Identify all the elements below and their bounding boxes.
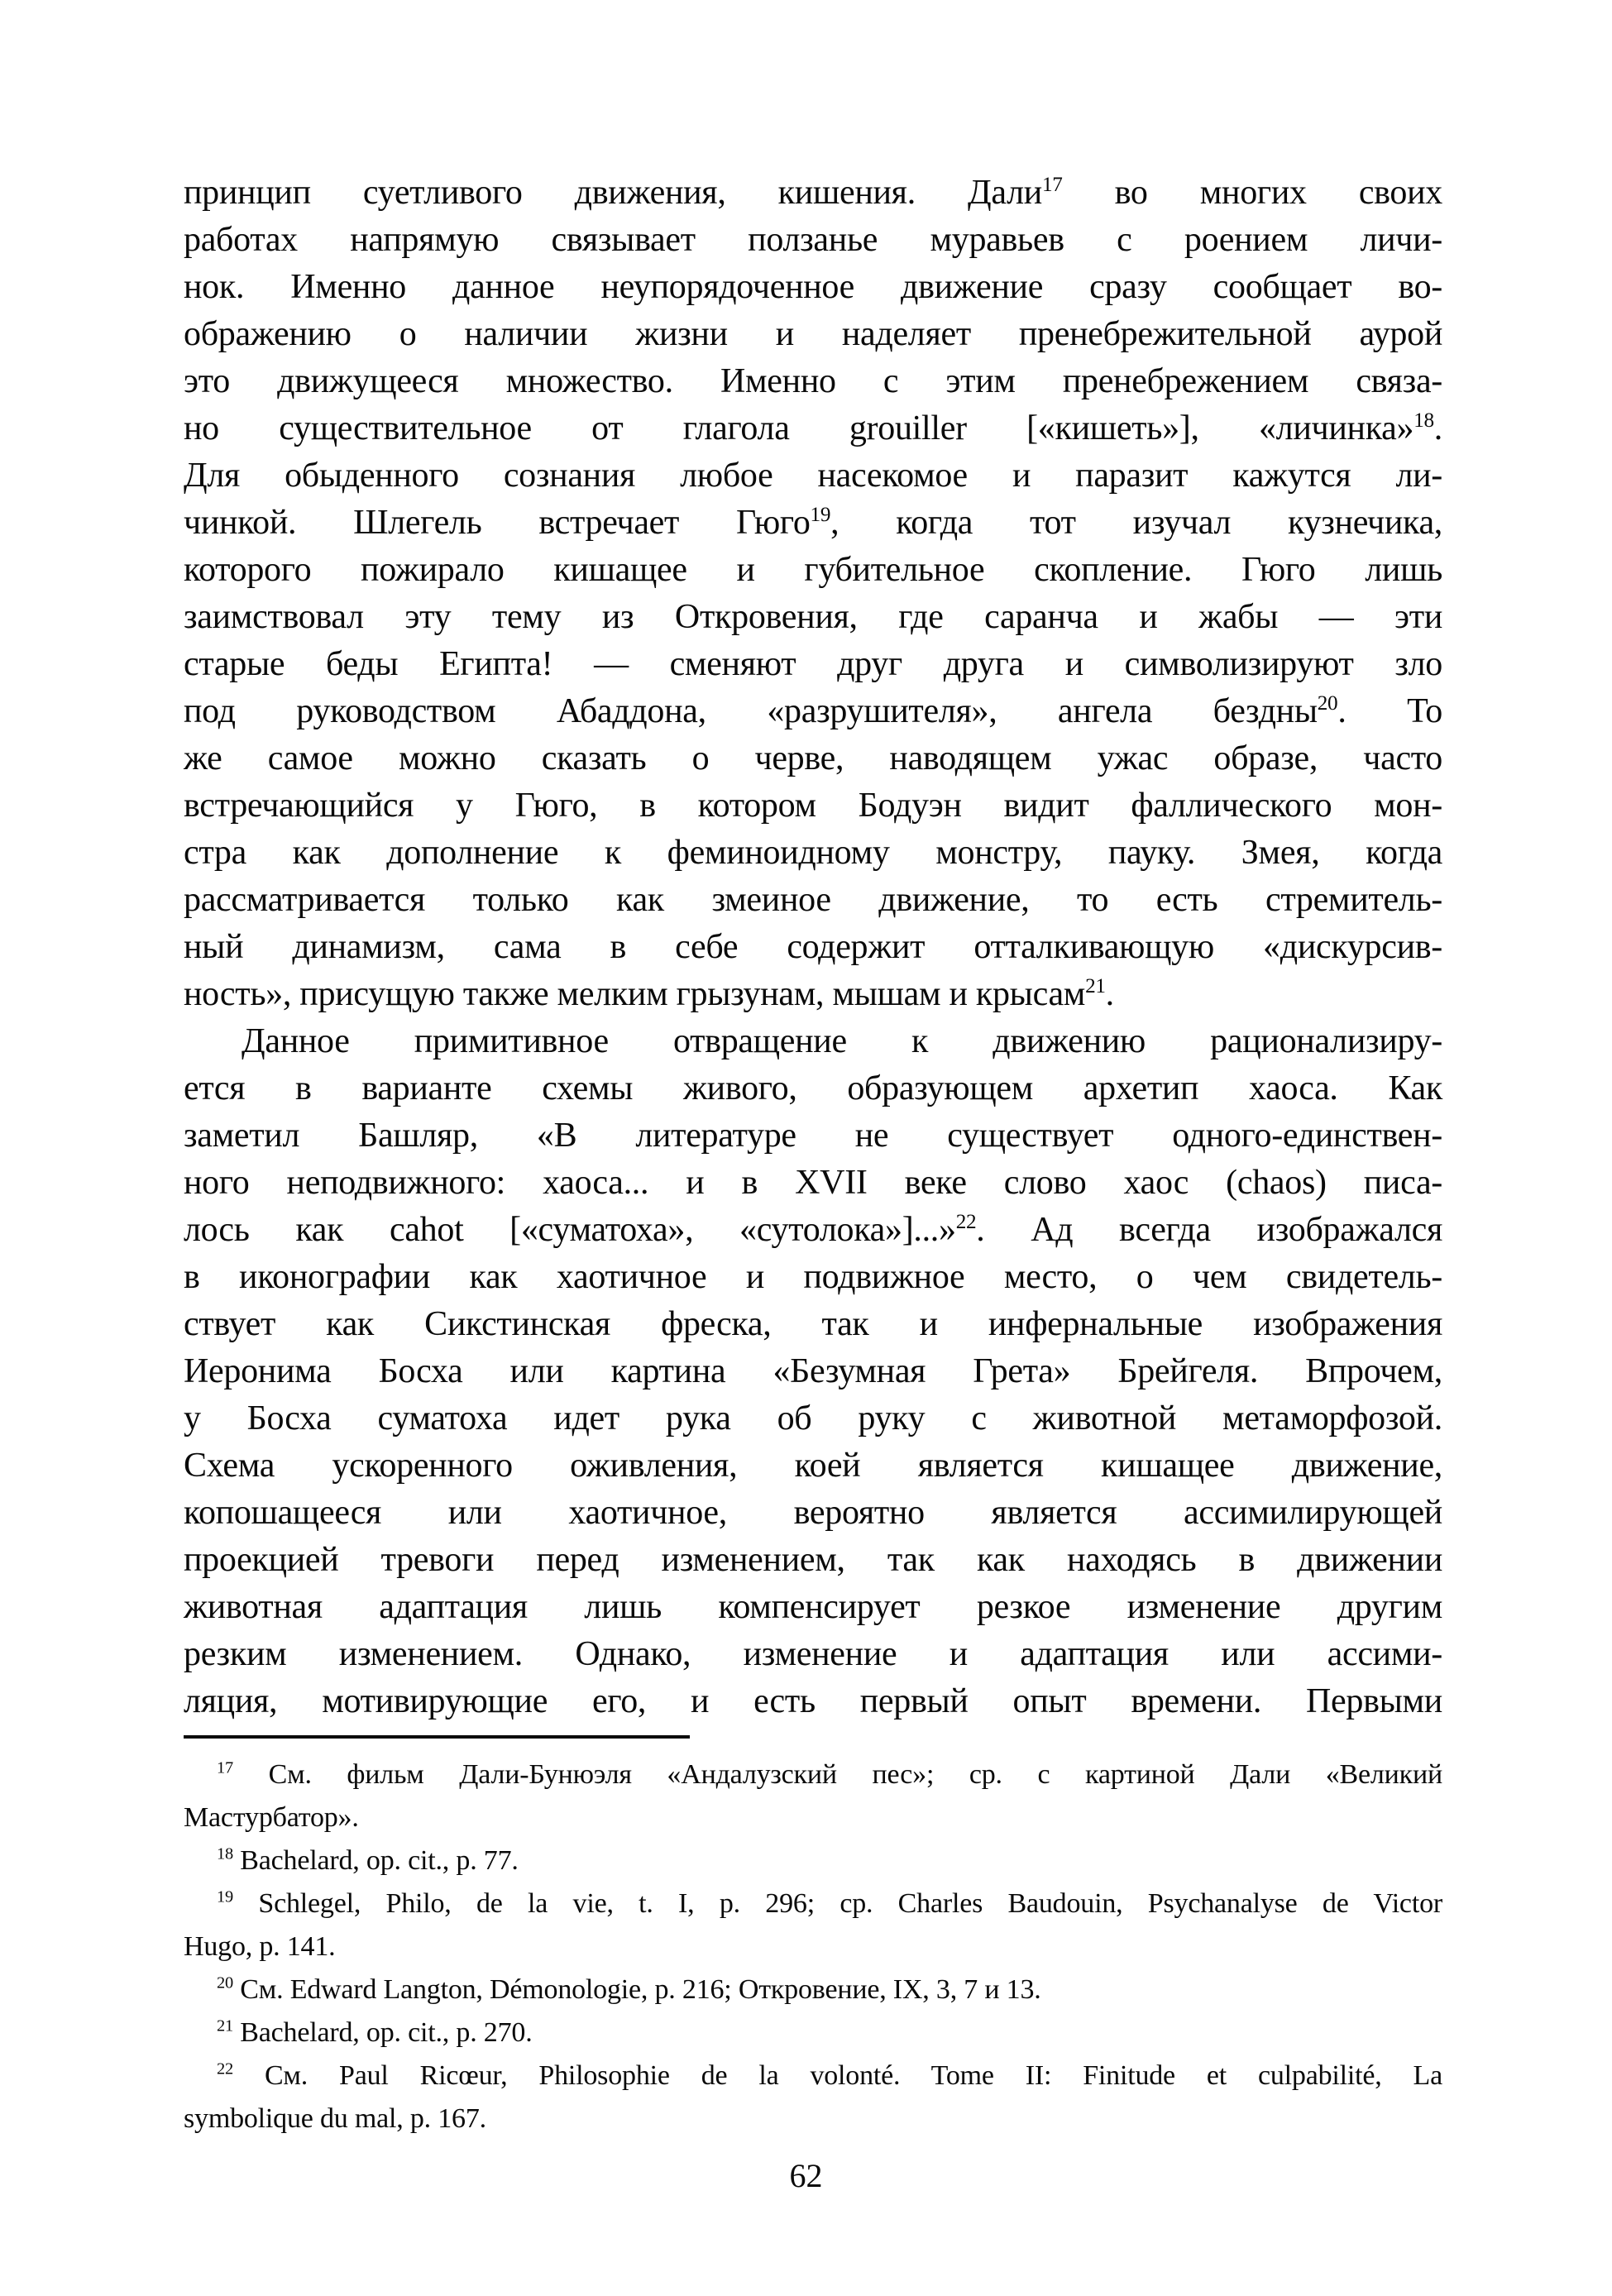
footnote-ref: 18 bbox=[1413, 409, 1434, 432]
text-line: встречающийся у Гюго, в котором Бодуэн видит фаллического мон- bbox=[184, 787, 1442, 825]
text-line: проекцией тревоги перед изменением, так как находясь в движении bbox=[184, 1541, 1442, 1579]
text-line: принцип суетливого движения, кишения. Дали$^{17}$ во многих своих bbox=[184, 174, 1442, 212]
text-line: копошащееся или хаотичное, вероятно является ассимилирующей bbox=[184, 1494, 1442, 1532]
text-line: заметил Башляр, «В литературе не существует одного-единствен- bbox=[184, 1117, 1442, 1155]
text-line: ный динамизм, сама в себе содержит отталкивающую «дискурсив- bbox=[184, 928, 1442, 966]
footnote-ref: 22 bbox=[217, 2059, 233, 2078]
footnote-line: symbolique du mal, p. 167. bbox=[184, 2103, 486, 2134]
text-line: Данное примитивное отвращение к движению рационализиру- bbox=[242, 1022, 1442, 1060]
footnote-ref: 19 bbox=[217, 1887, 233, 1906]
text-line: животная адаптация лишь компенсирует резкое изменение другим bbox=[184, 1588, 1442, 1626]
text-line: Иеронима Босха или картина «Безумная Грета» Брейгеля. Впрочем, bbox=[184, 1352, 1442, 1390]
footnote-ref: 21 bbox=[1085, 975, 1106, 997]
footnote-ref: 18 bbox=[217, 1844, 233, 1863]
footnote-line: Мастурбатор». bbox=[184, 1802, 359, 1833]
footnote-line: Hugo, p. 141. bbox=[184, 1931, 336, 1962]
footnote-ref: 17 bbox=[1041, 174, 1063, 196]
footnote-line: $^{20}$ См. Edward Langton, Démonologie, p. 216; Откровение, IX, 3, 7 и 13. bbox=[217, 1973, 1041, 2005]
text-line: ность», присущую также мелким грызунам, мышам и крысам$^{21}$. bbox=[184, 975, 1114, 1013]
text-line: работах напрямую связывает ползанье муравьев с роением личи- bbox=[184, 221, 1442, 259]
text-line: ется в варианте схемы живого, образующем архетип хаоса. Как bbox=[184, 1069, 1442, 1107]
text-line: Схема ускоренного оживления, коей является кишащее движение, bbox=[184, 1447, 1442, 1485]
footnote-line: $^{18}$ Bachelard, op. cit., p. 77. bbox=[217, 1844, 519, 1876]
footnote-ref: 19 bbox=[810, 504, 831, 526]
text-line: рассматривается только как змеиное движение, то есть стремитель- bbox=[184, 881, 1442, 919]
text-line: нок. Именно данное неупорядоченное движение сразу сообщает во- bbox=[184, 268, 1442, 306]
footnote-line: $^{21}$ Bachelard, op. cit., p. 270. bbox=[217, 2016, 533, 2048]
text-line: стра как дополнение к феминоидному монстру, пауку. Змея, когда bbox=[184, 834, 1442, 872]
text-line: это движущееся множество. Именно с этим пренебрежением связа- bbox=[184, 362, 1442, 400]
footnote-line: $^{17}$ См. фильм Дали-Бунюэля «Андалузский пес»; ср. с картиной Дали «Великий bbox=[217, 1758, 1442, 1790]
text-line: ного неподвижного: хаоса... и в XVII веке слово хаос (chaos) писа- bbox=[184, 1164, 1442, 1202]
footnote-separator bbox=[184, 1735, 690, 1739]
text-line: в иконографии как хаотичное и подвижное место, о чем свидетель- bbox=[184, 1258, 1442, 1296]
text-line: старые беды Египта! — сменяют друг друга и символизируют зло bbox=[184, 645, 1442, 683]
text-line: ствует как Сикстинская фреска, так и инфернальные изображения bbox=[184, 1305, 1442, 1343]
footnote-ref: 21 bbox=[217, 2016, 233, 2035]
text-line: но существительное от глагола grouiller [«кишеть»], «личинка»$^{18}$. bbox=[184, 409, 1442, 447]
footnote-ref: 20 bbox=[217, 1973, 233, 1992]
footnote-ref: 22 bbox=[955, 1211, 977, 1233]
text-line: которого пожирало кишащее и губительное скопление. Гюго лишь bbox=[184, 551, 1442, 589]
text-line: ображению о наличии жизни и наделяет пренебрежительной аурой bbox=[184, 315, 1442, 353]
footnote-ref: 17 bbox=[217, 1758, 233, 1777]
text-line: лось как cahot [«суматоха», «сутолока»]...»$^{22}$. Ад всегда изображался bbox=[184, 1211, 1442, 1249]
text-line: у Босха суматоха идет рука об руку с животной метаморфозой. bbox=[184, 1399, 1442, 1437]
footnote-ref: 20 bbox=[1317, 692, 1338, 715]
text-line: Для обыденного сознания любое насекомое и паразит кажутся ли- bbox=[184, 457, 1442, 495]
text-line: резким изменением. Однако, изменение и адаптация или ассими- bbox=[184, 1635, 1442, 1673]
footnote-line: $^{22}$ См. Paul Ricœur, Philosophie de la volonté. Tome II: Finitude et culpabilité, La bbox=[217, 2059, 1442, 2091]
footnotes-block bbox=[184, 1753, 1442, 2141]
text-line: заимствовал эту тему из Откровения, где саранча и жабы — эти bbox=[184, 598, 1442, 636]
footnote-line: $^{19}$ Schlegel, Philo, de la vie, t. I, p. 296; ср. Charles Baudouin, Psychanalyse de Victor bbox=[217, 1887, 1442, 1919]
text-line: под руководством Абаддона, «разрушителя», ангела бездны$^{20}$. То bbox=[184, 692, 1442, 730]
page-number: 62 bbox=[789, 2157, 823, 2194]
text-line: чинкой. Шлегель встречает Гюго$^{19}$, когда тот изучал кузнечика, bbox=[184, 504, 1443, 542]
body-text bbox=[184, 170, 1442, 1725]
text-line: ляция, мотивирующие его, и есть первый опыт времени. Первыми bbox=[184, 1682, 1442, 1720]
text-line: же самое можно сказать о черве, наводящем ужас образе, часто bbox=[184, 739, 1442, 777]
